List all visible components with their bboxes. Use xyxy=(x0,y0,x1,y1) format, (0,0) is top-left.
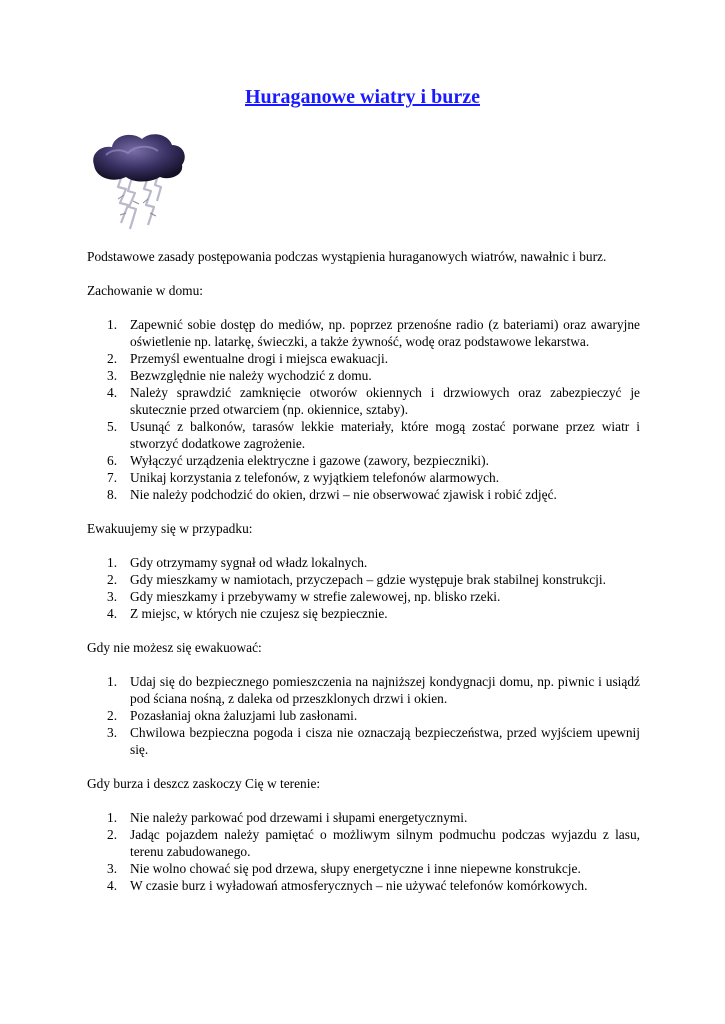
list-item: 1. Gdy otrzymamy sygnał od władz lokalnych. xyxy=(107,555,368,570)
list-item: 8. Nie należy podchodzić do okien, drzwi – nie obserwować zjawisk i robić zdjęć. xyxy=(107,487,557,502)
list-item: 1. Zapewnić sobie dostęp do mediów, np. poprzez przenośne radio (z bateriami) oraz awaryjne oświetlenie np. latarkę, świeczki, a także żywność, wodę oraz podstawowe lekarstwa. xyxy=(107,317,640,349)
section-heading-outdoors: Gdy burza i deszcz zaskoczy Cię w terenie: xyxy=(87,776,321,791)
intro-paragraph: Podstawowe zasady postępowania podczas wystąpienia huraganowych wiatrów, nawałnic i burz. xyxy=(87,249,607,264)
list-item: 3. Chwilowa bezpieczna pogoda i cisza nie oznaczają bezpieczeństwa, przed wyjściem upewnij się. xyxy=(107,725,640,757)
list-item: 2. Gdy mieszkamy w namiotach, przyczepach – gdzie występuje brak stabilnej konstrukcji. xyxy=(107,572,606,587)
list-item: 2. Przemyśl ewentualne drogi i miejsca ewakuacji. xyxy=(107,351,389,366)
section-heading-home: Zachowanie w domu: xyxy=(87,283,204,298)
list-cannot-evacuate xyxy=(87,673,640,758)
section-heading-cannot-evacuate: Gdy nie możesz się ewakuować: xyxy=(87,640,262,655)
list-item: 2. Jadąc pojazdem należy pamiętać o możliwym silnym podmuchu podczas wyjazdu z lasu, terenu zabudowanego. xyxy=(107,827,640,859)
list-home xyxy=(87,316,640,503)
list-item: 2. Pozasłaniaj okna żaluzjami lub zasłonami. xyxy=(107,708,358,723)
page-title: Huraganowe wiatry i burze xyxy=(245,86,480,108)
section-heading-evacuate: Ewakuujemy się w przypadku: xyxy=(87,521,253,536)
storm-cloud-lightning-icon xyxy=(88,125,192,235)
list-item: 7. Unikaj korzystania z telefonów, z wyjątkiem telefonów alarmowych. xyxy=(107,470,500,485)
list-item: 6. Wyłączyć urządzenia elektryczne i gazowe (zawory, bezpieczniki). xyxy=(107,453,489,468)
list-item: 3. Gdy mieszkamy i przebywamy w strefie zalewowej, np. blisko rzeki. xyxy=(107,589,501,604)
list-evacuate xyxy=(87,554,640,622)
list-item: 1. Udaj się do bezpiecznego pomieszczenia na najniższej kondygnacji domu, np. piwnic i usiądź pod ściana nośną, z daleka od przeszklonych drzwi i okien. xyxy=(107,674,640,706)
list-item: 4. Z miejsc, w których nie czujesz się bezpiecznie. xyxy=(107,606,388,621)
list-item: 1. Nie należy parkować pod drzewami i słupami energetycznymi. xyxy=(107,810,468,825)
list-item: 5. Usunąć z balkonów, tarasów lekkie materiały, które mogą zostać porwane przez wiatr i stworzyć dodatkowe zagrożenie. xyxy=(107,419,640,451)
list-item: 3. Nie wolno chować się pod drzewa, słupy energetyczne i inne niepewne konstrukcje. xyxy=(107,861,581,876)
document-body xyxy=(87,248,640,911)
list-item: 4. W czasie burz i wyładowań atmosferycznych – nie używać telefonów komórkowych. xyxy=(107,878,588,893)
list-item: 4. Należy sprawdzić zamknięcie otworów okiennych i drzwiowych oraz zabezpieczyć je skutecznie przed otwarciem (np. okiennice, sztaby). xyxy=(107,385,640,417)
list-item: 3. Bezwzględnie nie należy wychodzić z domu. xyxy=(107,368,372,383)
list-outdoors xyxy=(87,809,640,894)
